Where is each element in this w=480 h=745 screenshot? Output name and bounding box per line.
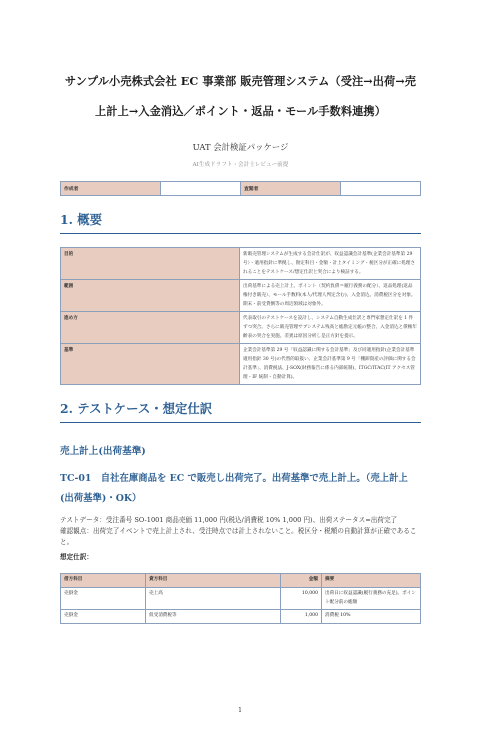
overview-value: 企業会計基準第 29 号「収益認識に関する会計基準」及び同適用指針(企業会計基準適用指針 30 号)の代替的取扱い、企業会計基準第 9 号「棚卸資産の評価に関する会計基準」、消費税法、J-SOX(財務報告に係る内部統制)、ITGC/ITAC(IT アクセス管理・IF 統制・自動計算)。: [240, 344, 421, 385]
debit-cell: 売掛金: [61, 588, 146, 610]
table-row: [61, 344, 421, 385]
overview-table: [60, 247, 421, 385]
spec-label: 想定仕訳：: [60, 553, 93, 562]
approver-label: 査閲者: [240, 182, 340, 196]
document-subnote: AI生成ドラフト・会計士レビュー前提: [192, 162, 289, 168]
note-cell: 出荷日に収益認識(履行義務の充足)。ポイント配分前の総額: [322, 588, 421, 610]
overview-value: 新販売管理システムが生成する会計仕訳が、収益認識会計基準(企業会計基準第 29 号）・適用指針に準拠し、勘定科目・金額・計上タイミング・税区分が正確に処理されることをテストケース/想定仕訳と突合により検証する。: [240, 248, 421, 280]
section-divider: [60, 422, 421, 423]
section-divider: [60, 233, 421, 234]
overview-heading: 1. 概要: [60, 212, 103, 227]
overview-key: 基準: [61, 344, 240, 385]
col-amount: 金額: [281, 574, 322, 588]
table-row: [61, 312, 421, 344]
author-value: [161, 182, 241, 196]
table-row: [61, 610, 421, 624]
table-row: [61, 588, 421, 610]
table-header-row: [61, 574, 421, 588]
page-number: 1: [238, 707, 242, 714]
overview-key: 目的: [61, 248, 240, 280]
amount-cell: 1,000: [281, 610, 322, 624]
note-cell: 消費税 10%: [322, 610, 421, 624]
check-point-text: 確認観点：出荷完了イベントで売上計上され、受注時点では計上されないこと。税区分・税額の自動計算が正確であること。: [60, 526, 417, 546]
credit-cell: 売上高: [146, 588, 281, 610]
credit-cell: 仮受消費税等: [146, 610, 281, 624]
overview-value: 出荷基準による売上計上、ポイント（契約負債＝履行義務の配分）、返品処理(返品権付き販売）、モール手数料(本人/代理人判定含む)、入金消込、消費税区分を対象。期末・前受貸倒等の周辺領域は対象外。: [240, 280, 421, 312]
document-page: [0, 66, 480, 745]
overview-key: 範囲: [61, 280, 240, 312]
document-title: サンプル小売株式会社 EC 事業部 販売管理システム（受注→出荷→売上計上→入金消込／ポイント・返品・モール手数料連携）: [64, 74, 417, 118]
testcase-title: TC-01 自社在庫商品を EC で販売し出荷完了。出荷基準で売上計上。（売上計上(出荷基準)・OK）: [60, 473, 408, 504]
overview-value: 代表取引のテストケースを設計し、システム自動生成仕訳と専門家想定仕訳を 1 件ずつ突合。さらに販売管理サブシステム残高と総勘定元帳の整合、入金消込と債権年齢表の突合を実施。差異は原因分析し是正方針を提示。: [240, 312, 421, 344]
table-row: [61, 248, 421, 280]
approver-value: [341, 182, 421, 196]
testcase-body: [60, 515, 421, 547]
overview-key: 進め方: [61, 312, 240, 344]
testcases-heading: 2. テストケース・想定仕訳: [60, 401, 213, 416]
document-subtitle: UAT 会計検証パッケージ: [192, 142, 289, 152]
author-label: 作成者: [61, 182, 161, 196]
journal-table: [60, 573, 421, 624]
test-data-text: テストデータ：受注番号 SO-1001 商品売価 11,000 円(税込/消費税 10% 1,000 円)、出荷ステータス=出荷完了: [60, 516, 398, 524]
amount-cell: 10,000: [281, 588, 322, 610]
col-debit: 借方科目: [61, 574, 146, 588]
col-credit: 貸方科目: [146, 574, 281, 588]
meta-table: [60, 181, 421, 196]
col-note: 摘要: [322, 574, 421, 588]
table-row: [61, 280, 421, 312]
testcases-subheading: 売上計上(出荷基準): [60, 446, 146, 457]
debit-cell: 売掛金: [61, 610, 146, 624]
